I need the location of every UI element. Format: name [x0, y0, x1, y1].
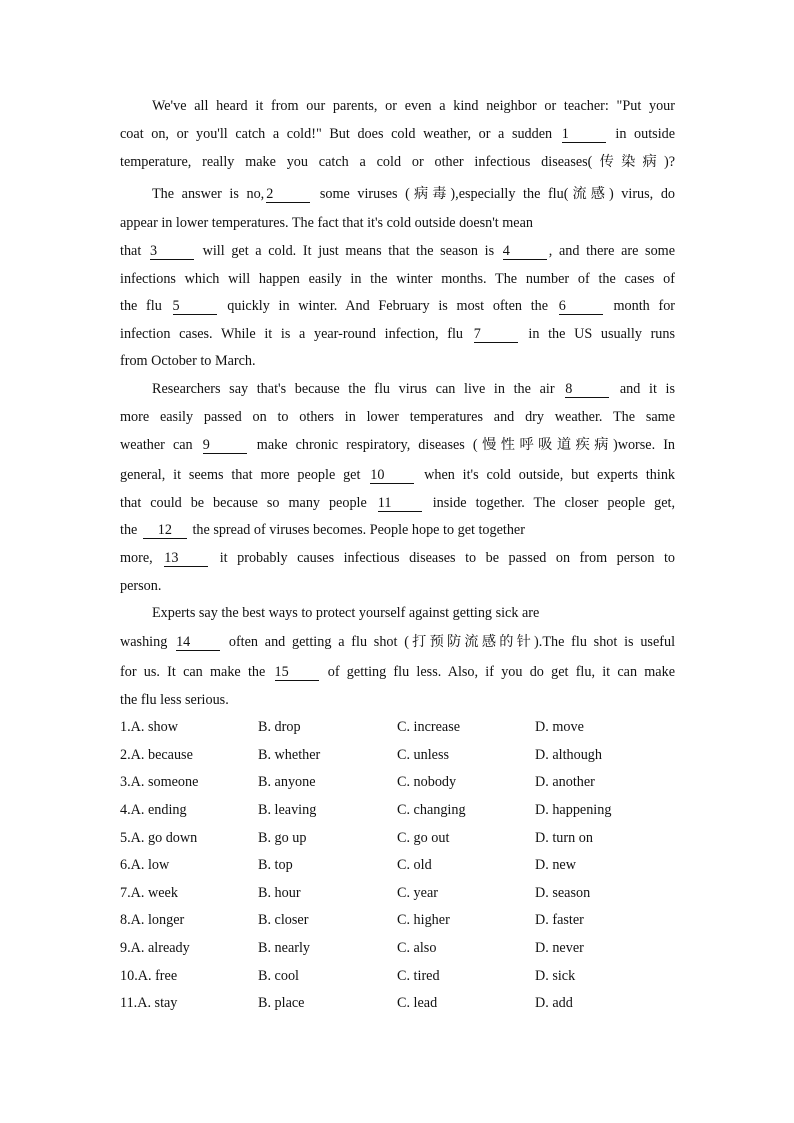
passage-text: inside together. The closer people get, — [432, 495, 676, 511]
blank-5: 5 — [173, 299, 217, 315]
blank-13: 13 — [164, 551, 208, 567]
option-a: 7.A. week — [120, 885, 178, 901]
option-d: D. move — [535, 719, 584, 735]
passage-line — [120, 241, 675, 261]
blank-9: 9 — [203, 438, 247, 454]
option-a: 5.A. go down — [120, 830, 198, 846]
option-a: 9.A. already — [120, 940, 190, 956]
passage-line — [120, 465, 675, 485]
blank-4: 4 — [503, 244, 547, 260]
passage-line — [120, 407, 675, 427]
option-b: B. whether — [258, 747, 321, 763]
passage-text: appear in lower temperatures. The fact that it's cold outside doesn't mean — [120, 215, 533, 231]
passage-text: infections which will happen easily in the winter months. The number of the cases of — [120, 271, 675, 287]
passage-line — [120, 124, 675, 144]
passage-text: it probably causes infectious diseases to be passed on from person to — [219, 550, 676, 566]
passage-text: will get a cold. It just means that the season is — [202, 243, 495, 259]
blank-10: 10 — [370, 468, 414, 484]
blank-3: 3 — [150, 244, 194, 260]
passage-text: Experts say the best ways to protect yourself against getting sick are — [152, 605, 540, 621]
option-a: 3.A. someone — [120, 774, 199, 790]
passage-line — [120, 520, 675, 540]
passage-text: more easily passed on to others in lower temperatures and dry weather. The same — [120, 409, 675, 425]
passage-text: person. — [120, 578, 162, 594]
option-c: C. nobody — [397, 774, 457, 790]
option-d: D. another — [535, 774, 595, 790]
option-b: B. hour — [258, 885, 301, 901]
option-a: 11.A. stay — [120, 995, 178, 1011]
passage-line — [120, 632, 675, 652]
option-c: C. lead — [397, 995, 438, 1011]
option-d: D. season — [535, 885, 591, 901]
option-a: 8.A. longer — [120, 912, 185, 928]
blank-8: 8 — [565, 382, 609, 398]
option-d: D. happening — [535, 802, 612, 818]
option-d: D. faster — [535, 912, 584, 928]
option-a: 6.A. low — [120, 857, 170, 873]
option-b: B. place — [258, 995, 305, 1011]
passage-line — [152, 379, 675, 399]
passage-line — [120, 548, 675, 568]
passage-line — [120, 351, 675, 371]
passage-text: in outside — [615, 126, 676, 142]
passage-line — [152, 96, 675, 116]
passage-text: quickly in winter. And February is most often the — [227, 298, 549, 314]
passage-text: the flu less serious. — [120, 692, 229, 708]
passage-text: and it is — [619, 381, 675, 397]
passage-text: weather can — [120, 437, 193, 453]
passage-text: the spread of viruses becomes. People hope to get together — [192, 522, 525, 538]
option-a: 1.A. show — [120, 719, 178, 735]
option-d: D. never — [535, 940, 584, 956]
passage-text: that could be because so many people — [120, 495, 367, 511]
option-a: 4.A. ending — [120, 802, 187, 818]
option-c: C. also — [397, 940, 437, 956]
blank-7: 7 — [474, 327, 518, 343]
option-b: B. drop — [258, 719, 301, 735]
passage-text: general, it seems that more people get — [120, 467, 361, 483]
option-c: C. increase — [397, 719, 461, 735]
option-d: D. sick — [535, 968, 576, 984]
option-d: D. new — [535, 857, 576, 873]
blank-1: 1 — [562, 127, 606, 143]
passage-text: month for — [613, 298, 676, 314]
option-a: 2.A. because — [120, 747, 193, 763]
passage-line — [120, 269, 675, 289]
option-c: C. year — [397, 885, 438, 901]
passage-text: , and there are some — [548, 243, 676, 259]
passage-text: that — [120, 243, 142, 259]
option-c: C. old — [397, 857, 432, 873]
option-a: 10.A. free — [120, 968, 178, 984]
passage-line — [120, 493, 675, 513]
passage-line — [120, 662, 675, 682]
option-b: B. closer — [258, 912, 309, 928]
option-d: D. turn on — [535, 830, 593, 846]
passage-text: washing — [120, 634, 168, 650]
blank-6: 6 — [559, 299, 603, 315]
option-c: C. unless — [397, 747, 450, 763]
passage-text: some viruses (病毒),especially the flu(流感) virus, do — [319, 186, 676, 202]
passage-text: the flu — [120, 298, 162, 314]
passage-text: for us. It can make the — [120, 664, 266, 680]
passage-text: We've all heard it from our parents, or even a kind neighbor or teacher: "Put your — [152, 98, 675, 114]
passage-text: the — [120, 522, 138, 538]
option-b: B. leaving — [258, 802, 317, 818]
blank-2: 2 — [266, 187, 310, 203]
passage-line — [152, 603, 675, 623]
passage-line — [120, 152, 675, 172]
passage-line — [120, 324, 675, 344]
passage-text: coat on, or you'll catch a cold!" But does cold weather, or a sudden — [120, 126, 553, 142]
passage-line — [120, 213, 675, 233]
option-b: B. go up — [258, 830, 307, 846]
passage-line — [152, 184, 675, 204]
passage-text: infection cases. While it is a year-round infection, flu — [120, 326, 464, 342]
passage-text: from October to March. — [120, 353, 256, 369]
passage-text: The answer is no, — [152, 186, 265, 202]
passage-line — [120, 576, 675, 596]
passage-text: make chronic respiratory, diseases (慢性呼吸道疾病)worse. In — [256, 437, 676, 453]
passage-text: more, — [120, 550, 153, 566]
passage-line — [120, 690, 675, 710]
blank-15: 15 — [275, 665, 319, 681]
option-b: B. cool — [258, 968, 299, 984]
passage-line — [120, 435, 675, 455]
option-d: D. although — [535, 747, 602, 763]
option-b: B. top — [258, 857, 293, 873]
option-c: C. changing — [397, 802, 466, 818]
option-c: C. go out — [397, 830, 450, 846]
passage-text: Researchers say that's because the flu virus can live in the air — [152, 381, 555, 397]
passage-text: in the US usually runs — [528, 326, 676, 342]
blank-12: 12 — [143, 523, 187, 539]
passage-text: of getting flu less. Also, if you do get flu, it can make — [327, 664, 675, 680]
option-b: B. nearly — [258, 940, 311, 956]
passage-text: often and getting a flu shot (打预防流感的针).The flu shot is useful — [228, 634, 676, 650]
option-c: C. higher — [397, 912, 450, 928]
option-d: D. add — [535, 995, 573, 1011]
blank-11: 11 — [378, 496, 422, 512]
passage-line — [120, 296, 675, 316]
option-b: B. anyone — [258, 774, 316, 790]
blank-14: 14 — [176, 635, 220, 651]
passage-text: when it's cold outside, but experts think — [424, 467, 676, 483]
option-c: C. tired — [397, 968, 440, 984]
passage-text: temperature, really make you catch a cold or other infectious diseases(传染病)? — [120, 154, 675, 170]
